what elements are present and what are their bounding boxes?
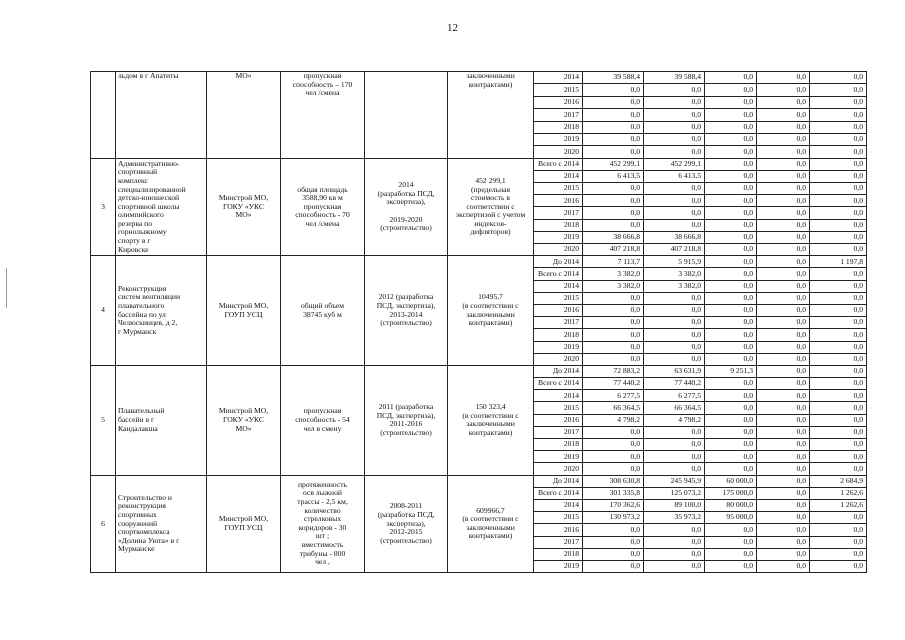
amount-cell: 0,0 [583, 341, 644, 353]
amount-cell: 125 073,2 [644, 487, 705, 499]
cost: 10495,7 (в соответствии с заключенными контрактами) [448, 256, 534, 366]
amount-cell: 0,0 [644, 84, 705, 96]
amount-cell: 80 000,0 [705, 499, 757, 511]
amount-cell: 452 299,1 [644, 158, 705, 170]
amount-cell: 3 382,0 [583, 268, 644, 280]
period: 2011 (разработка ПСД, экспертиза), 2011-2016 (строительство) [365, 365, 448, 475]
year-cell: 2017 [534, 207, 583, 219]
amount-cell: 0,0 [705, 329, 757, 341]
amount-cell: 77 440,2 [583, 378, 644, 390]
amount-cell: 0,0 [644, 317, 705, 329]
year-cell: 2018 [534, 219, 583, 231]
amount-cell: 38 666,8 [583, 231, 644, 243]
amount-cell: 0,0 [810, 451, 867, 463]
amount-cell: 0,0 [705, 231, 757, 243]
amount-cell: 0,0 [583, 329, 644, 341]
amount-cell: 77 440,2 [644, 378, 705, 390]
amount-cell: 0,0 [705, 426, 757, 438]
amount-cell: 0,0 [644, 183, 705, 195]
amount-cell: 0,0 [583, 133, 644, 145]
row-number: 3 [91, 158, 116, 256]
amount-cell: 0,0 [757, 463, 810, 475]
amount-cell: 0,0 [810, 146, 867, 158]
year-cell: 2016 [534, 414, 583, 426]
table-row [91, 72, 867, 84]
table-row [91, 158, 867, 170]
amount-cell: 407 218,8 [583, 244, 644, 256]
amount-cell: 0,0 [810, 512, 867, 524]
amount-cell: 66 364,5 [583, 402, 644, 414]
amount-cell: 0,0 [757, 390, 810, 402]
amount-cell: 6 413,5 [583, 170, 644, 182]
amount-cell: 0,0 [705, 439, 757, 451]
amount-cell: 0,0 [705, 183, 757, 195]
amount-cell: 0,0 [705, 292, 757, 304]
amount-cell: 0,0 [705, 317, 757, 329]
year-cell: 2019 [534, 341, 583, 353]
amount-cell: 0,0 [757, 317, 810, 329]
amount-cell: 0,0 [757, 158, 810, 170]
amount-cell: 407 218,8 [644, 244, 705, 256]
amount-cell: 0,0 [810, 317, 867, 329]
capacity: общий объем 38745 куб м [281, 256, 365, 366]
year-cell: 2020 [534, 244, 583, 256]
amount-cell: 0,0 [583, 524, 644, 536]
amount-cell: 0,0 [810, 170, 867, 182]
amount-cell: 4 798,2 [644, 414, 705, 426]
cost: 452 299,1 (предельная стоимость в соответствии с экспертизой с учетом индексов- дефляторов) [448, 158, 534, 256]
amount-cell: 0,0 [644, 341, 705, 353]
amount-cell: 0,0 [757, 292, 810, 304]
amount-cell: 6 413,5 [644, 170, 705, 182]
amount-cell: 0,0 [810, 426, 867, 438]
amount-cell: 0,0 [705, 536, 757, 548]
year-cell: До 2014 [534, 256, 583, 268]
amount-cell: 0,0 [757, 512, 810, 524]
amount-cell: 0,0 [644, 146, 705, 158]
amount-cell: 0,0 [705, 170, 757, 182]
amount-cell: 0,0 [705, 146, 757, 158]
capacity: пропускная способность - 54 чел в смену [281, 365, 365, 475]
amount-cell: 0,0 [757, 219, 810, 231]
amount-cell: 0,0 [644, 292, 705, 304]
amount-cell: 0,0 [583, 426, 644, 438]
amount-cell: 0,0 [583, 304, 644, 316]
amount-cell: 0,0 [810, 390, 867, 402]
amount-cell: 0,0 [644, 195, 705, 207]
amount-cell: 0,0 [583, 121, 644, 133]
year-cell: 2015 [534, 183, 583, 195]
amount-cell: 6 277,5 [644, 390, 705, 402]
amount-cell: 0,0 [644, 463, 705, 475]
amount-cell: 0,0 [810, 268, 867, 280]
amount-cell: 0,0 [757, 146, 810, 158]
cost: 609966,7 (в соответствии с заключенными контрактами) [448, 475, 534, 573]
year-cell: 2014 [534, 72, 583, 84]
amount-cell: 0,0 [757, 133, 810, 145]
amount-cell: 0,0 [583, 560, 644, 572]
amount-cell: 452 299,1 [583, 158, 644, 170]
year-cell: 2015 [534, 402, 583, 414]
amount-cell: 3 382,0 [644, 280, 705, 292]
amount-cell: 0,0 [705, 121, 757, 133]
amount-cell: 0,0 [757, 378, 810, 390]
object-name: Плавательный бассейн в г Кандалакша [116, 365, 207, 475]
amount-cell: 0,0 [810, 280, 867, 292]
row-number: 4 [91, 256, 116, 366]
amount-cell: 0,0 [705, 402, 757, 414]
amount-cell: 1 262,6 [810, 487, 867, 499]
amount-cell: 4 798,2 [583, 414, 644, 426]
year-cell: До 2014 [534, 365, 583, 377]
capacity: протяженность осв лыжной трассы - 2,5 км, количество стрелковых коридоров - 30 шт ; вместимость трибуны - 800 чел , [281, 475, 365, 573]
amount-cell: 0,0 [810, 121, 867, 133]
amount-cell: 0,0 [757, 72, 810, 84]
amount-cell: 0,0 [757, 244, 810, 256]
amount-cell: 0,0 [705, 109, 757, 121]
amount-cell: 0,0 [705, 195, 757, 207]
amount-cell: 60 000,0 [705, 475, 757, 487]
amount-cell: 0,0 [583, 207, 644, 219]
amount-cell: 0,0 [705, 341, 757, 353]
amount-cell: 0,0 [810, 548, 867, 560]
amount-cell: 0,0 [810, 244, 867, 256]
year-cell: 2015 [534, 84, 583, 96]
amount-cell: 0,0 [644, 536, 705, 548]
year-cell: Всего с 2014 [534, 268, 583, 280]
amount-cell: 0,0 [583, 146, 644, 158]
amount-cell: 39 588,4 [583, 72, 644, 84]
amount-cell: 170 362,6 [583, 499, 644, 511]
capacity: общая площадь 3588,90 кв м пропускная способность - 70 чел /смена [281, 158, 365, 256]
amount-cell: 0,0 [644, 439, 705, 451]
amount-cell: 0,0 [810, 536, 867, 548]
year-cell: Всего с 2014 [534, 158, 583, 170]
amount-cell: 66 364,5 [644, 402, 705, 414]
amount-cell: 0,0 [757, 329, 810, 341]
amount-cell: 0,0 [757, 451, 810, 463]
amount-cell: 0,0 [810, 183, 867, 195]
margin-line [6, 268, 7, 308]
year-cell: Всего с 2014 [534, 487, 583, 499]
amount-cell: 0,0 [644, 548, 705, 560]
amount-cell: 0,0 [810, 96, 867, 108]
amount-cell: 0,0 [757, 402, 810, 414]
amount-cell: 35 973,2 [644, 512, 705, 524]
customer: Минстрой МО, ГОКУ «УКС МО» [207, 158, 281, 256]
year-cell: 2019 [534, 133, 583, 145]
amount-cell: 0,0 [810, 158, 867, 170]
year-cell: 2016 [534, 524, 583, 536]
year-cell: 2017 [534, 109, 583, 121]
amount-cell: 130 973,2 [583, 512, 644, 524]
amount-cell: 0,0 [810, 304, 867, 316]
amount-cell: 0,0 [757, 499, 810, 511]
amount-cell: 0,0 [705, 219, 757, 231]
amount-cell: 0,0 [705, 280, 757, 292]
amount-cell: 0,0 [644, 219, 705, 231]
amount-cell: 0,0 [644, 353, 705, 365]
amount-cell: 0,0 [757, 536, 810, 548]
amount-cell: 72 883,2 [583, 365, 644, 377]
year-cell: 2019 [534, 560, 583, 572]
amount-cell: 0,0 [757, 231, 810, 243]
amount-cell: 0,0 [644, 207, 705, 219]
amount-cell: 0,0 [810, 329, 867, 341]
amount-cell: 0,0 [757, 439, 810, 451]
year-cell: 2016 [534, 96, 583, 108]
customer: Минстрой МО, ГОУП УСЦ [207, 256, 281, 366]
table-row [91, 475, 867, 487]
amount-cell: 0,0 [705, 268, 757, 280]
amount-cell: 0,0 [757, 548, 810, 560]
amount-cell: 0,0 [757, 183, 810, 195]
cost: 150 323,4 (в соответствии с заключенными контрактами) [448, 365, 534, 475]
amount-cell: 0,0 [705, 84, 757, 96]
amount-cell: 0,0 [644, 109, 705, 121]
object-name: Реконструкция систем вентиляции плавательного бассейна по ул Челюскинцев, д 2, г Мурманск [116, 256, 207, 366]
year-cell: 2019 [534, 451, 583, 463]
amount-cell: 0,0 [757, 524, 810, 536]
year-cell: 2014 [534, 499, 583, 511]
year-cell: 2020 [534, 463, 583, 475]
year-cell: 2020 [534, 353, 583, 365]
amount-cell: 0,0 [810, 292, 867, 304]
amount-cell: 3 382,0 [583, 280, 644, 292]
amount-cell: 0,0 [705, 353, 757, 365]
cost: заключенными контрактами) [448, 72, 534, 159]
amount-cell: 0,0 [810, 439, 867, 451]
amount-cell: 0,0 [810, 72, 867, 84]
year-cell: 2014 [534, 280, 583, 292]
amount-cell: 0,0 [810, 231, 867, 243]
amount-cell: 9 251,3 [705, 365, 757, 377]
year-cell: 2017 [534, 317, 583, 329]
amount-cell: 0,0 [583, 84, 644, 96]
amount-cell: 0,0 [705, 207, 757, 219]
amount-cell: 0,0 [757, 170, 810, 182]
year-cell: 2014 [534, 170, 583, 182]
amount-cell: 0,0 [705, 390, 757, 402]
period: 2014 (разработка ПСД, экспертиза), 2019-2020 (строительство) [365, 158, 448, 256]
amount-cell: 0,0 [757, 109, 810, 121]
year-cell: 2015 [534, 292, 583, 304]
year-cell: До 2014 [534, 475, 583, 487]
object-name: Административно- спортивный комплекс специализированной детско-юношеской спортивной школы олимпийского резерва по горнолыжному спорту в г Кировске [116, 158, 207, 256]
amount-cell: 3 382,0 [644, 268, 705, 280]
year-cell: 2014 [534, 390, 583, 402]
amount-cell: 0,0 [757, 341, 810, 353]
amount-cell: 0,0 [757, 256, 810, 268]
amount-cell: 1 262,6 [810, 499, 867, 511]
amount-cell: 0,0 [757, 426, 810, 438]
year-cell: 2019 [534, 231, 583, 243]
amount-cell: 0,0 [705, 451, 757, 463]
amount-cell: 0,0 [583, 548, 644, 560]
amount-cell: 38 666,8 [644, 231, 705, 243]
amount-cell: 0,0 [705, 256, 757, 268]
table-row [91, 256, 867, 268]
amount-cell: 0,0 [583, 451, 644, 463]
year-cell: 2018 [534, 121, 583, 133]
year-cell: 2018 [534, 439, 583, 451]
period: 2008-2011 (разработка ПСД, экспертиза), 2012-2015 (строительство) [365, 475, 448, 573]
amount-cell: 0,0 [644, 96, 705, 108]
year-cell: 2016 [534, 195, 583, 207]
year-cell: 2017 [534, 426, 583, 438]
amount-cell: 0,0 [644, 329, 705, 341]
amount-cell: 0,0 [810, 402, 867, 414]
amount-cell: 0,0 [583, 463, 644, 475]
amount-cell: 0,0 [810, 219, 867, 231]
amount-cell: 0,0 [705, 463, 757, 475]
customer: Минстрой МО, ГОУП УСЦ [207, 475, 281, 573]
amount-cell: 1 197,8 [810, 256, 867, 268]
amount-cell: 0,0 [757, 121, 810, 133]
row-number: 6 [91, 475, 116, 573]
amount-cell: 0,0 [810, 84, 867, 96]
amount-cell: 0,0 [810, 463, 867, 475]
amount-cell: 0,0 [757, 560, 810, 572]
year-cell: 2015 [534, 512, 583, 524]
year-cell: 2018 [534, 329, 583, 341]
amount-cell: 0,0 [810, 341, 867, 353]
amount-cell: 0,0 [757, 365, 810, 377]
amount-cell: 0,0 [757, 414, 810, 426]
object-name: льдом в г Апатиты [116, 72, 207, 159]
amount-cell: 0,0 [705, 560, 757, 572]
amount-cell: 0,0 [757, 207, 810, 219]
amount-cell: 0,0 [583, 183, 644, 195]
amount-cell: 0,0 [810, 365, 867, 377]
amount-cell: 0,0 [644, 426, 705, 438]
year-cell: 2018 [534, 548, 583, 560]
amount-cell: 0,0 [757, 268, 810, 280]
amount-cell: 0,0 [705, 158, 757, 170]
amount-cell: 0,0 [757, 475, 810, 487]
amount-cell: 0,0 [757, 487, 810, 499]
amount-cell: 0,0 [583, 109, 644, 121]
amount-cell: 6 277,5 [583, 390, 644, 402]
amount-cell: 0,0 [705, 304, 757, 316]
amount-cell: 0,0 [757, 96, 810, 108]
amount-cell: 63 631,9 [644, 365, 705, 377]
amount-cell: 0,0 [757, 304, 810, 316]
customer: МО» [207, 72, 281, 159]
customer: Минстрой МО, ГОКУ «УКС МО» [207, 365, 281, 475]
year-cell: 2016 [534, 304, 583, 316]
amount-cell: 0,0 [644, 524, 705, 536]
amount-cell: 0,0 [583, 439, 644, 451]
amount-cell: 89 100,0 [644, 499, 705, 511]
amount-cell: 0,0 [644, 121, 705, 133]
amount-cell: 5 915,9 [644, 256, 705, 268]
amount-cell: 2 684,9 [810, 475, 867, 487]
amount-cell: 301 335,8 [583, 487, 644, 499]
table-row [91, 365, 867, 377]
amount-cell: 0,0 [810, 195, 867, 207]
program-table [90, 71, 867, 573]
amount-cell: 0,0 [644, 133, 705, 145]
amount-cell: 0,0 [810, 378, 867, 390]
amount-cell: 7 113,7 [583, 256, 644, 268]
amount-cell: 0,0 [757, 84, 810, 96]
page-number: 12 [447, 22, 458, 34]
year-cell: 2017 [534, 536, 583, 548]
amount-cell: 0,0 [810, 524, 867, 536]
amount-cell: 0,0 [705, 72, 757, 84]
period [365, 72, 448, 159]
amount-cell: 0,0 [583, 96, 644, 108]
object-name: Строительство и реконструкция спортивных сооружений спорткомплекса «Долина Уюта» в г Мурманске [116, 475, 207, 573]
amount-cell: 245 945,9 [644, 475, 705, 487]
amount-cell: 0,0 [810, 133, 867, 145]
capacity: пропускная способность – 170 чел /смена [281, 72, 365, 159]
amount-cell: 0,0 [583, 292, 644, 304]
amount-cell: 0,0 [757, 195, 810, 207]
amount-cell: 0,0 [644, 560, 705, 572]
amount-cell: 0,0 [644, 451, 705, 463]
amount-cell: 0,0 [583, 317, 644, 329]
row-number [91, 72, 116, 159]
year-cell: Всего с 2014 [534, 378, 583, 390]
amount-cell: 0,0 [705, 378, 757, 390]
amount-cell: 0,0 [583, 195, 644, 207]
amount-cell: 0,0 [705, 524, 757, 536]
amount-cell: 0,0 [757, 280, 810, 292]
amount-cell: 0,0 [810, 560, 867, 572]
amount-cell: 0,0 [705, 133, 757, 145]
amount-cell: 308 630,8 [583, 475, 644, 487]
amount-cell: 0,0 [705, 96, 757, 108]
amount-cell: 0,0 [583, 536, 644, 548]
amount-cell: 95 000,0 [705, 512, 757, 524]
period: 2012 (разработка ПСД, экспертиза), 2013-2014 (строительство) [365, 256, 448, 366]
amount-cell: 0,0 [810, 207, 867, 219]
amount-cell: 0,0 [810, 414, 867, 426]
amount-cell: 0,0 [705, 414, 757, 426]
amount-cell: 0,0 [705, 548, 757, 560]
amount-cell: 0,0 [644, 304, 705, 316]
amount-cell: 0,0 [757, 353, 810, 365]
amount-cell: 0,0 [705, 244, 757, 256]
amount-cell: 0,0 [583, 219, 644, 231]
year-cell: 2020 [534, 146, 583, 158]
row-number: 5 [91, 365, 116, 475]
amount-cell: 0,0 [810, 353, 867, 365]
amount-cell: 175 000,0 [705, 487, 757, 499]
amount-cell: 0,0 [810, 109, 867, 121]
amount-cell: 39 588,4 [644, 72, 705, 84]
amount-cell: 0,0 [583, 353, 644, 365]
